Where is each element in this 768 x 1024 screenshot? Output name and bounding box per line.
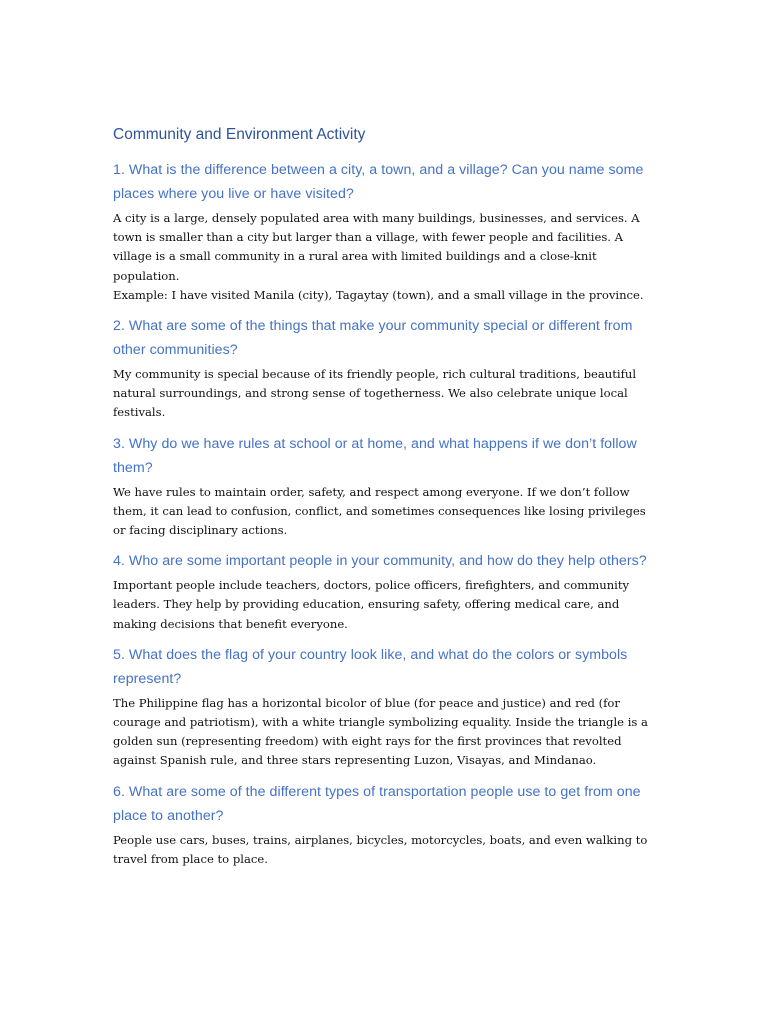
qa-section-1 xyxy=(113,158,658,305)
answer-paragraph: A city is a large, densely populated area with many buildings, businesses, and services. A town is smaller than a city but larger than a village, with fewer people and facilities. A village is a small community in a rural area with limited buildings and a close-knit population. xyxy=(113,211,640,283)
answer-example: Example: I have visited Manila (city), Tagaytay (town), and a small village in the province. xyxy=(113,287,644,302)
answer-paragraph: My community is special because of its friendly people, rich cultural traditions, beautiful natural surroundings, and strong sense of togetherness. We also celebrate unique local festivals. xyxy=(113,367,637,420)
question-heading: 2. What are some of the things that make your community special or different from other communities? xyxy=(113,318,633,359)
qa-section-5 xyxy=(113,643,658,771)
question-heading: 1. What is the difference between a city, a town, and a village? Can you name some places where you live or have visited? xyxy=(113,162,644,202)
question-heading: 3. Why do we have rules at school or at home, and what happens if we don’t follow them? xyxy=(113,435,637,476)
qa-section-3 xyxy=(113,432,658,541)
answer-paragraph: Important people include teachers, doctors, police officers, firefighters, and community leaders. They help by providing education, ensuring safety, offering medical care, and making decisions that benefit everyone. xyxy=(113,578,630,631)
question-heading: 6. What are some of the different types of transportation people use to get from one place to another? xyxy=(113,783,641,824)
answer-paragraph: The Philippine flag has a horizontal bicolor of blue (for peace and justice) and red (for courage and patriotism), with a white triangle symbolizing equality. Inside the triangle is a golden sun (representing freedom) with eight rays for the first provinces that revolted against Spanish rule, and three stars representing Luzon, Visayas, and Mindanao. xyxy=(113,695,648,768)
qa-section-4 xyxy=(113,549,658,634)
qa-section-6 xyxy=(113,780,658,869)
answer-paragraph: People use cars, buses, trains, airplanes, bicycles, motorcycles, boats, and even walking to travel from place to place. xyxy=(113,832,648,866)
question-heading: 5. What does the flag of your country look like, and what do the colors or symbols represent? xyxy=(113,646,628,687)
document-title: Community and Environment Activity xyxy=(113,126,366,143)
answer-paragraph: We have rules to maintain order, safety, and respect among everyone. If we don’t follow them, it can lead to confusion, conflict, and sometimes consequences like losing privileges or facing disciplinary actions. xyxy=(113,484,646,538)
qa-section-2 xyxy=(113,314,658,423)
question-heading: 4. Who are some important people in your community, and how do they help others? xyxy=(113,553,647,570)
document-page xyxy=(113,124,658,878)
